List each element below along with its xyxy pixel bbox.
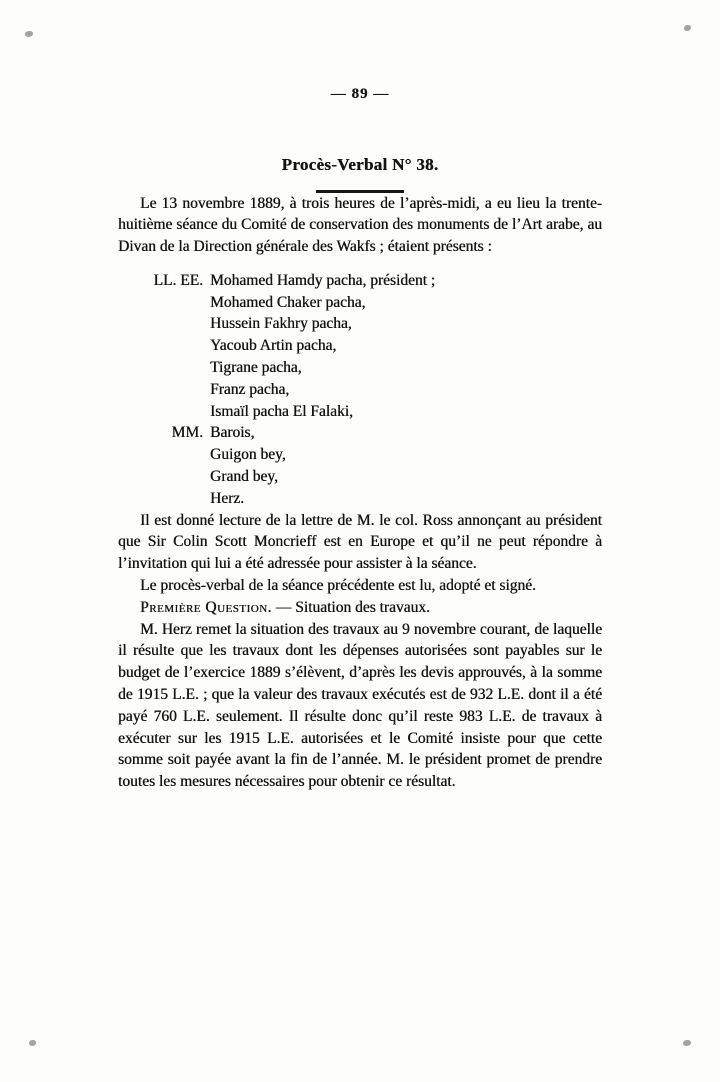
attendee-name: Mohamed Chaker pacha, xyxy=(210,293,366,311)
attendee-prefix xyxy=(118,401,210,423)
attendee-prefix xyxy=(118,292,210,314)
attendee-prefix xyxy=(118,488,210,510)
attendee-prefix xyxy=(118,313,210,335)
question-heading xyxy=(118,597,602,619)
attendees-list xyxy=(118,270,602,510)
attendee-row xyxy=(118,357,602,379)
attendee-name: Hussein Fakhry pacha, xyxy=(210,315,352,333)
attendee-name: Barois, xyxy=(210,424,255,442)
attendee-name: Herz. xyxy=(210,489,244,507)
attendee-row xyxy=(118,466,602,488)
intro-paragraph: Le 13 novembre 1889, à trois heures de l’après-midi, a eu lieu la trente-huitième séance du Comité de conservation des monuments de l’Art arabe, au Divan de la Direction générale des Wakfs ; étaient présents : xyxy=(118,194,602,256)
attendee-row xyxy=(118,313,602,335)
scan-artifact-bottom-right xyxy=(683,1040,691,1046)
attendee-prefix: LL. EE. xyxy=(153,271,203,289)
text-block xyxy=(118,86,602,793)
attendee-prefix xyxy=(118,379,210,401)
attendee-prefix xyxy=(118,444,210,466)
attendee-row xyxy=(118,292,602,314)
attendee-row xyxy=(118,270,602,292)
attendee-row xyxy=(118,401,602,423)
page-number: — 89 — xyxy=(330,86,390,102)
minutes-line: Le procès-verbal de la séance précédente est lu, adopté et signé. xyxy=(140,577,536,595)
attendee-row xyxy=(118,488,602,510)
question-heading-rest: — Situation des travaux. xyxy=(271,598,430,616)
question-heading-label: Première Question. xyxy=(140,598,272,616)
attendee-name: Yacoub Artin pacha, xyxy=(210,337,337,355)
attendee-row xyxy=(118,422,602,444)
attendee-name: Tigrane pacha, xyxy=(210,359,302,377)
scan-artifact-top-right xyxy=(684,25,691,31)
letter-paragraph: Il est donné lecture de la lettre de M. le col. Ross annonçant au président que Sir Colin Scott Moncrieff est en Europe et qu’il ne peut répondre à l’invitation qui lui a été adressée pour assister à la séance. xyxy=(118,511,602,573)
attendee-name: Grand bey, xyxy=(210,468,278,486)
attendee-row xyxy=(118,444,602,466)
attendee-prefix: MM. xyxy=(171,424,203,442)
attendee-name: Ismaïl pacha El Falaki, xyxy=(210,402,353,420)
attendee-name: Guigon bey, xyxy=(210,446,286,464)
attendee-row xyxy=(118,335,602,357)
scan-artifact-top-left xyxy=(25,31,33,37)
attendee-name: Mohamed Hamdy pacha, président ; xyxy=(210,271,436,289)
attendee-prefix xyxy=(118,466,210,488)
attendee-prefix xyxy=(118,357,210,379)
scan-artifact-bottom-left xyxy=(29,1040,36,1046)
page-title: Procès-Verbal N° 38. xyxy=(281,155,439,174)
attendee-row xyxy=(118,379,602,401)
works-paragraph: M. Herz remet la situation des travaux au 9 novembre courant, de laquelle il résulte que les travaux dont les dépenses autorisées sont payables sur le budget de l’exercice 1889 s’élèvent, d’après les devis approuvés, à la somme de 1915 L.E. ; que la valeur des travaux exécutés est de 932 L.E. dont il a été payé 760 L.E. seulement. Il résulte donc qu’il reste 983 L.E. de travaux à exécuter sur les 1915 L.E. autorisées et le Comité insiste pour que cette somme soit payée avant la fin de l’année. M. le président promet de prendre toutes les mesures nécessaires pour obtenir ce résultat. xyxy=(118,620,602,791)
attendee-name: Franz pacha, xyxy=(210,380,290,398)
attendee-prefix xyxy=(118,335,210,357)
